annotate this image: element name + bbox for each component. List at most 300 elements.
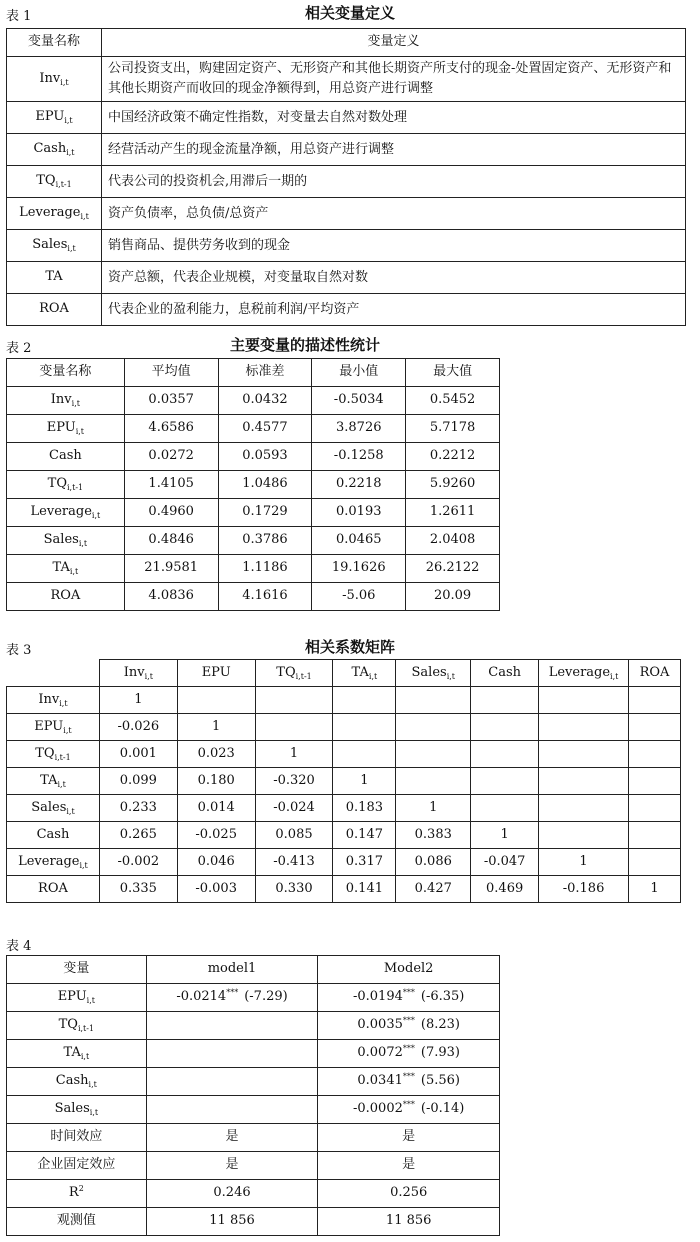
coefficient-cell xyxy=(318,1068,500,1096)
stat-value-cell: 0.2212 xyxy=(406,443,500,471)
correlation-cell xyxy=(333,714,396,741)
variable-definition-cell: 代表企业的盈利能力，息税前利润/平均资产 xyxy=(102,294,686,326)
var-name: TA xyxy=(351,664,369,680)
coefficient-cell xyxy=(146,984,318,1012)
table1-caption xyxy=(0,2,700,24)
coefficient-cell xyxy=(318,984,500,1012)
stat-value-cell: 4.1616 xyxy=(218,583,312,611)
coefficient-value: -0.0002 xyxy=(352,1101,403,1117)
variable-name-cell xyxy=(7,687,100,714)
table3-row xyxy=(7,714,681,741)
significance-stars: *** xyxy=(402,1072,415,1082)
table2 xyxy=(6,358,500,611)
stat-value-cell: 20.09 xyxy=(406,583,500,611)
variable-definition-cell: 中国经济政策不确定性指数，对变量去自然对数处理 xyxy=(102,102,686,134)
coefficient-value: 0.0341 xyxy=(357,1073,403,1089)
var-name: Leverage xyxy=(18,853,80,869)
stat-value-cell: 0.0593 xyxy=(218,443,312,471)
stat-value-cell: -5.06 xyxy=(312,583,406,611)
table4-header-row xyxy=(7,956,500,984)
var-subscript: i,t xyxy=(89,1108,99,1118)
correlation-cell xyxy=(471,741,539,768)
var-name: TA xyxy=(63,1045,81,1061)
correlation-cell: 1 xyxy=(629,876,681,903)
correlation-cell: 0.014 xyxy=(177,795,255,822)
table2-caption xyxy=(0,334,700,356)
var-subscript: i,t xyxy=(86,996,95,1006)
variable-name-cell xyxy=(7,134,102,166)
correlation-cell: 0.330 xyxy=(255,876,333,903)
correlation-cell: -0.025 xyxy=(177,822,255,849)
table3-header-cell xyxy=(471,660,539,687)
correlation-cell xyxy=(539,822,629,849)
var-name: ROA xyxy=(50,588,81,604)
var-name: TQ xyxy=(276,664,296,680)
var-subscript: i,t-1 xyxy=(295,671,312,681)
table1-title: 相关变量定义 xyxy=(304,4,395,22)
var-name: Cash xyxy=(36,826,70,842)
table2-row xyxy=(7,443,500,471)
variable-name-cell xyxy=(7,795,100,822)
table1-label: 表 1 xyxy=(6,9,32,24)
var-name: Cash xyxy=(55,1073,89,1089)
variable-name-cell xyxy=(7,984,147,1012)
var-subscript: i,t xyxy=(60,77,69,87)
var-name: EPU xyxy=(46,420,76,436)
table2-header-cell: 最小值 xyxy=(312,359,406,387)
variable-definition-cell: 公司投资支出，购建固定资产、无形资产和其他长期资产所支付的现金-处置固定资产、无形资产和其他长期资产而收回的现金净额得到，用总资产进行调整 xyxy=(102,57,686,102)
variable-definition-cell: 资产负债率，总负债/总资产 xyxy=(102,198,686,230)
significance-stars: *** xyxy=(402,988,415,998)
table3-header-cell xyxy=(177,660,255,687)
table4-row xyxy=(7,1152,500,1180)
var-subscript: i,t xyxy=(368,671,378,681)
stat-value-cell: 0.0272 xyxy=(124,443,218,471)
coefficient-value: -0.0194 xyxy=(352,989,403,1005)
correlation-cell xyxy=(471,687,539,714)
table1-row xyxy=(7,294,686,326)
correlation-cell: 0.147 xyxy=(333,822,396,849)
t-statistic: (-7.29) xyxy=(244,989,288,1005)
correlation-cell xyxy=(471,768,539,795)
var-name: TA xyxy=(52,560,70,576)
stat-value-cell: 0.1729 xyxy=(218,499,312,527)
table1-row xyxy=(7,166,686,198)
correlation-cell xyxy=(396,768,471,795)
table2-row xyxy=(7,555,500,583)
var-name: EPU xyxy=(34,718,64,734)
table4-row xyxy=(7,1124,500,1152)
stat-value-cell: 4.6586 xyxy=(124,415,218,443)
var-name: TA xyxy=(40,772,58,788)
table1-row xyxy=(7,230,686,262)
variable-definition-cell: 代表公司的投资机会,用滞后一期的 xyxy=(102,166,686,198)
table3-header-cell xyxy=(333,660,396,687)
r2-label-cell xyxy=(7,1180,147,1208)
stat-value-cell: 2.0408 xyxy=(406,527,500,555)
table4-label: 表 4 xyxy=(6,939,32,954)
table3-row xyxy=(7,768,681,795)
var-name: Cash xyxy=(33,141,67,157)
variable-name-cell xyxy=(7,876,100,903)
var-subscript: i,t xyxy=(79,860,88,870)
var-subscript: i,t xyxy=(80,1052,90,1062)
table3-label: 表 3 xyxy=(6,643,32,658)
var-name: Sales xyxy=(54,1101,90,1117)
table4 xyxy=(6,955,500,1236)
table4-block xyxy=(0,932,700,1229)
correlation-cell xyxy=(629,741,681,768)
variable-name-cell xyxy=(7,166,102,198)
variable-name-cell xyxy=(7,443,125,471)
stat-value-cell: 0.2218 xyxy=(312,471,406,499)
correlation-cell: 0.427 xyxy=(396,876,471,903)
table1-row xyxy=(7,262,686,294)
correlation-cell: 0.099 xyxy=(99,768,177,795)
significance-stars: *** xyxy=(402,1016,415,1026)
table4-row xyxy=(7,1068,500,1096)
table3-block xyxy=(0,636,700,896)
variable-name-cell xyxy=(7,1096,147,1124)
correlation-cell xyxy=(629,795,681,822)
var-name: Sales xyxy=(32,237,68,253)
correlation-cell xyxy=(539,687,629,714)
stat-value-cell: 19.1626 xyxy=(312,555,406,583)
table4-header-cell: 变量 xyxy=(7,956,147,984)
table3 xyxy=(6,659,681,903)
var-name: Cash xyxy=(49,448,82,464)
correlation-cell xyxy=(333,687,396,714)
table2-block xyxy=(0,334,700,604)
correlation-cell: 0.233 xyxy=(99,795,177,822)
var-subscript: i,t xyxy=(75,427,85,437)
significance-stars: *** xyxy=(402,1100,415,1110)
correlation-cell: -0.003 xyxy=(177,876,255,903)
correlation-cell: 1 xyxy=(255,741,333,768)
var-name: ROA xyxy=(38,880,68,896)
table3-row xyxy=(7,876,681,903)
table1-row xyxy=(7,57,686,102)
stat-value-cell: 3.8726 xyxy=(312,415,406,443)
table1-row xyxy=(7,198,686,230)
table3-header-cell xyxy=(99,660,177,687)
table3-row xyxy=(7,849,681,876)
var-subscript: i,t xyxy=(446,671,456,681)
variable-name-cell xyxy=(7,415,125,443)
stat-value-cell: 21.9581 xyxy=(124,555,218,583)
table2-row xyxy=(7,583,500,611)
var-subscript: i,t xyxy=(63,725,72,735)
var-name: Leverage xyxy=(30,504,92,520)
table4-row xyxy=(7,1012,500,1040)
t-statistic: (-6.35) xyxy=(420,989,465,1005)
var-subscript: i,t xyxy=(64,116,73,126)
correlation-cell: 1 xyxy=(539,849,629,876)
correlation-cell: 0.335 xyxy=(99,876,177,903)
var-subscript: i,t xyxy=(66,148,75,158)
table3-corner-cell xyxy=(7,660,100,687)
stat-value-cell: 0.0465 xyxy=(312,527,406,555)
table2-label: 表 2 xyxy=(6,341,32,356)
table4-r2-row xyxy=(7,1180,500,1208)
table2-row xyxy=(7,387,500,415)
coefficient-value: 0.0035 xyxy=(357,1017,403,1033)
correlation-cell xyxy=(333,741,396,768)
stat-value-cell: 5.9260 xyxy=(406,471,500,499)
significance-stars: *** xyxy=(402,1044,415,1054)
var-name: TQ xyxy=(36,173,56,189)
variable-name-cell xyxy=(7,768,100,795)
correlation-cell xyxy=(396,714,471,741)
table2-row xyxy=(7,499,500,527)
correlation-cell xyxy=(629,768,681,795)
correlation-cell: 1 xyxy=(177,714,255,741)
variable-name-cell xyxy=(7,230,102,262)
var-subscript: i,t xyxy=(59,698,68,708)
correlation-cell: 0.086 xyxy=(396,849,471,876)
table2-header-cell: 变量名称 xyxy=(7,359,125,387)
correlation-cell xyxy=(629,849,681,876)
coefficient-cell xyxy=(318,1040,500,1068)
correlation-cell xyxy=(539,741,629,768)
var-name: EPU xyxy=(35,109,65,125)
r2-label: R xyxy=(68,1185,79,1201)
var-subscript: i,t-1 xyxy=(67,483,84,493)
obs-value-cell: 11 856 xyxy=(146,1208,318,1236)
variable-name-cell xyxy=(7,822,100,849)
var-subscript: i,t xyxy=(66,806,75,816)
stat-value-cell: 1.0486 xyxy=(218,471,312,499)
var-subscript: i,t xyxy=(144,671,153,681)
table3-header-cell xyxy=(539,660,629,687)
table4-obs-row xyxy=(7,1208,500,1236)
var-subscript: i,t xyxy=(610,671,619,681)
var-subscript: i,t xyxy=(78,539,88,549)
var-subscript: i,t-1 xyxy=(55,180,72,190)
var-name: Sales xyxy=(31,799,67,815)
correlation-cell xyxy=(539,795,629,822)
var-subscript: i,t xyxy=(71,399,80,409)
table3-title: 相关系数矩阵 xyxy=(304,638,395,656)
table1-header-cell: 变量名称 xyxy=(7,29,102,57)
correlation-cell: 0.383 xyxy=(396,822,471,849)
variable-name-cell xyxy=(7,262,102,294)
obs-value-cell: 11 856 xyxy=(318,1208,500,1236)
var-subscript: i,t xyxy=(80,212,89,222)
coefficient-cell xyxy=(146,1096,318,1124)
variable-name-cell xyxy=(7,583,125,611)
effect-value-cell: 是 xyxy=(146,1152,318,1180)
var-subscript: i,t xyxy=(57,779,66,789)
table1-block xyxy=(0,2,700,317)
table2-row xyxy=(7,527,500,555)
t-statistic: (7.93) xyxy=(420,1045,460,1061)
effect-value-cell: 是 xyxy=(318,1124,500,1152)
r2-value-cell: 0.256 xyxy=(318,1180,500,1208)
table3-row xyxy=(7,741,681,768)
correlation-cell xyxy=(177,687,255,714)
variable-name-cell xyxy=(7,198,102,230)
t-statistic: (5.56) xyxy=(420,1073,460,1089)
coefficient-cell xyxy=(146,1012,318,1040)
correlation-cell xyxy=(629,687,681,714)
t-statistic: (8.23) xyxy=(420,1017,460,1033)
table4-row xyxy=(7,984,500,1012)
variable-name-cell xyxy=(7,57,102,102)
table3-row xyxy=(7,795,681,822)
effect-value-cell: 是 xyxy=(318,1152,500,1180)
table4-header-cell: Model2 xyxy=(318,956,500,984)
correlation-cell: -0.002 xyxy=(99,849,177,876)
var-name: ROA xyxy=(639,664,670,680)
stat-value-cell: 4.0836 xyxy=(124,583,218,611)
correlation-cell: 0.180 xyxy=(177,768,255,795)
table4-caption xyxy=(0,932,700,954)
correlation-cell xyxy=(629,714,681,741)
variable-definition-cell: 销售商品、提供劳务收到的现金 xyxy=(102,230,686,262)
variable-definition-cell: 资产总额，代表企业规模，对变量取自然对数 xyxy=(102,262,686,294)
table2-row xyxy=(7,415,500,443)
correlation-cell: 1 xyxy=(471,822,539,849)
table1 xyxy=(6,28,686,326)
correlation-cell xyxy=(255,687,333,714)
stat-value-cell: 0.4577 xyxy=(218,415,312,443)
table2-header-cell: 平均值 xyxy=(124,359,218,387)
correlation-cell xyxy=(255,714,333,741)
table3-header-row xyxy=(7,660,681,687)
correlation-cell: 1 xyxy=(333,768,396,795)
stat-value-cell: 0.0357 xyxy=(124,387,218,415)
row-label-cell: 企业固定效应 xyxy=(7,1152,147,1180)
variable-name-cell xyxy=(7,555,125,583)
row-label-cell: 时间效应 xyxy=(7,1124,147,1152)
variable-definition-cell: 经营活动产生的现金流量净额，用总资产进行调整 xyxy=(102,134,686,166)
var-name: Inv xyxy=(50,392,72,408)
correlation-cell: -0.024 xyxy=(255,795,333,822)
var-subscript: i,t xyxy=(91,511,101,521)
correlation-cell: 0.085 xyxy=(255,822,333,849)
var-subscript: i,t xyxy=(69,567,79,577)
table2-header-cell: 标准差 xyxy=(218,359,312,387)
correlation-cell: -0.026 xyxy=(99,714,177,741)
table1-row xyxy=(7,134,686,166)
correlation-cell: 0.317 xyxy=(333,849,396,876)
correlation-cell: 0.183 xyxy=(333,795,396,822)
correlation-cell: 0.141 xyxy=(333,876,396,903)
var-name: EPU xyxy=(57,989,87,1005)
var-name: Sales xyxy=(411,664,447,680)
var-subscript: i,t-1 xyxy=(54,752,71,762)
stat-value-cell: 1.2611 xyxy=(406,499,500,527)
variable-name-cell xyxy=(7,1068,147,1096)
variable-name-cell xyxy=(7,294,102,326)
stat-value-cell: 1.1186 xyxy=(218,555,312,583)
correlation-cell xyxy=(539,714,629,741)
variable-name-cell xyxy=(7,1012,147,1040)
var-name: Leverage xyxy=(19,205,81,221)
correlation-cell: -0.413 xyxy=(255,849,333,876)
correlation-cell xyxy=(629,822,681,849)
correlation-cell: 0.469 xyxy=(471,876,539,903)
significance-stars: *** xyxy=(226,988,239,998)
coefficient-cell xyxy=(318,1096,500,1124)
variable-name-cell xyxy=(7,1040,147,1068)
effect-value-cell: 是 xyxy=(146,1124,318,1152)
var-name: Inv xyxy=(38,691,60,707)
obs-label-cell: 观测值 xyxy=(7,1208,147,1236)
correlation-cell xyxy=(471,795,539,822)
var-name: Inv xyxy=(123,664,145,680)
variable-name-cell xyxy=(7,471,125,499)
stat-value-cell: 5.7178 xyxy=(406,415,500,443)
correlation-cell: 0.001 xyxy=(99,741,177,768)
var-name: Leverage xyxy=(548,664,611,680)
variable-name-cell xyxy=(7,102,102,134)
var-name: Cash xyxy=(488,664,521,680)
variable-name-cell xyxy=(7,499,125,527)
correlation-cell xyxy=(539,768,629,795)
table4-header-cell: model1 xyxy=(146,956,318,984)
stat-value-cell: 0.0193 xyxy=(312,499,406,527)
variable-name-cell xyxy=(7,387,125,415)
stat-value-cell: 0.0432 xyxy=(218,387,312,415)
table3-row xyxy=(7,822,681,849)
coefficient-cell xyxy=(146,1040,318,1068)
variable-name-cell xyxy=(7,714,100,741)
stat-value-cell: 0.4960 xyxy=(124,499,218,527)
table3-caption xyxy=(0,636,700,658)
table1-header-row xyxy=(7,29,686,57)
correlation-cell xyxy=(396,687,471,714)
variable-name-cell xyxy=(7,849,100,876)
r2-superscript: 2 xyxy=(78,1184,84,1194)
var-name: TQ xyxy=(35,745,55,761)
var-name: TQ xyxy=(58,1017,78,1033)
table4-row xyxy=(7,1040,500,1068)
var-subscript: i,t xyxy=(88,1080,97,1090)
stat-value-cell: 0.5452 xyxy=(406,387,500,415)
var-subscript: i,t xyxy=(67,244,76,254)
correlation-cell: 0.265 xyxy=(99,822,177,849)
correlation-cell: 0.023 xyxy=(177,741,255,768)
stat-value-cell: 0.3786 xyxy=(218,527,312,555)
correlation-cell: -0.320 xyxy=(255,768,333,795)
coefficient-cell xyxy=(146,1068,318,1096)
stat-value-cell: -0.1258 xyxy=(312,443,406,471)
var-name: TA xyxy=(45,269,63,285)
table3-header-cell xyxy=(255,660,333,687)
table2-row xyxy=(7,471,500,499)
r2-value-cell: 0.246 xyxy=(146,1180,318,1208)
table2-title: 主要变量的描述性统计 xyxy=(229,336,380,354)
table4-row xyxy=(7,1096,500,1124)
stat-value-cell: -0.5034 xyxy=(312,387,406,415)
stat-value-cell: 26.2122 xyxy=(406,555,500,583)
stat-value-cell: 0.4846 xyxy=(124,527,218,555)
variable-name-cell xyxy=(7,741,100,768)
var-name: Inv xyxy=(39,70,61,86)
correlation-cell xyxy=(396,741,471,768)
variable-name-cell xyxy=(7,527,125,555)
table3-row xyxy=(7,687,681,714)
coefficient-cell xyxy=(318,1012,500,1040)
stat-value-cell: 1.4105 xyxy=(124,471,218,499)
var-name: Sales xyxy=(43,532,79,548)
table3-header-cell xyxy=(629,660,681,687)
correlation-cell: -0.186 xyxy=(539,876,629,903)
t-statistic: (-0.14) xyxy=(420,1101,465,1117)
correlation-cell: 1 xyxy=(99,687,177,714)
